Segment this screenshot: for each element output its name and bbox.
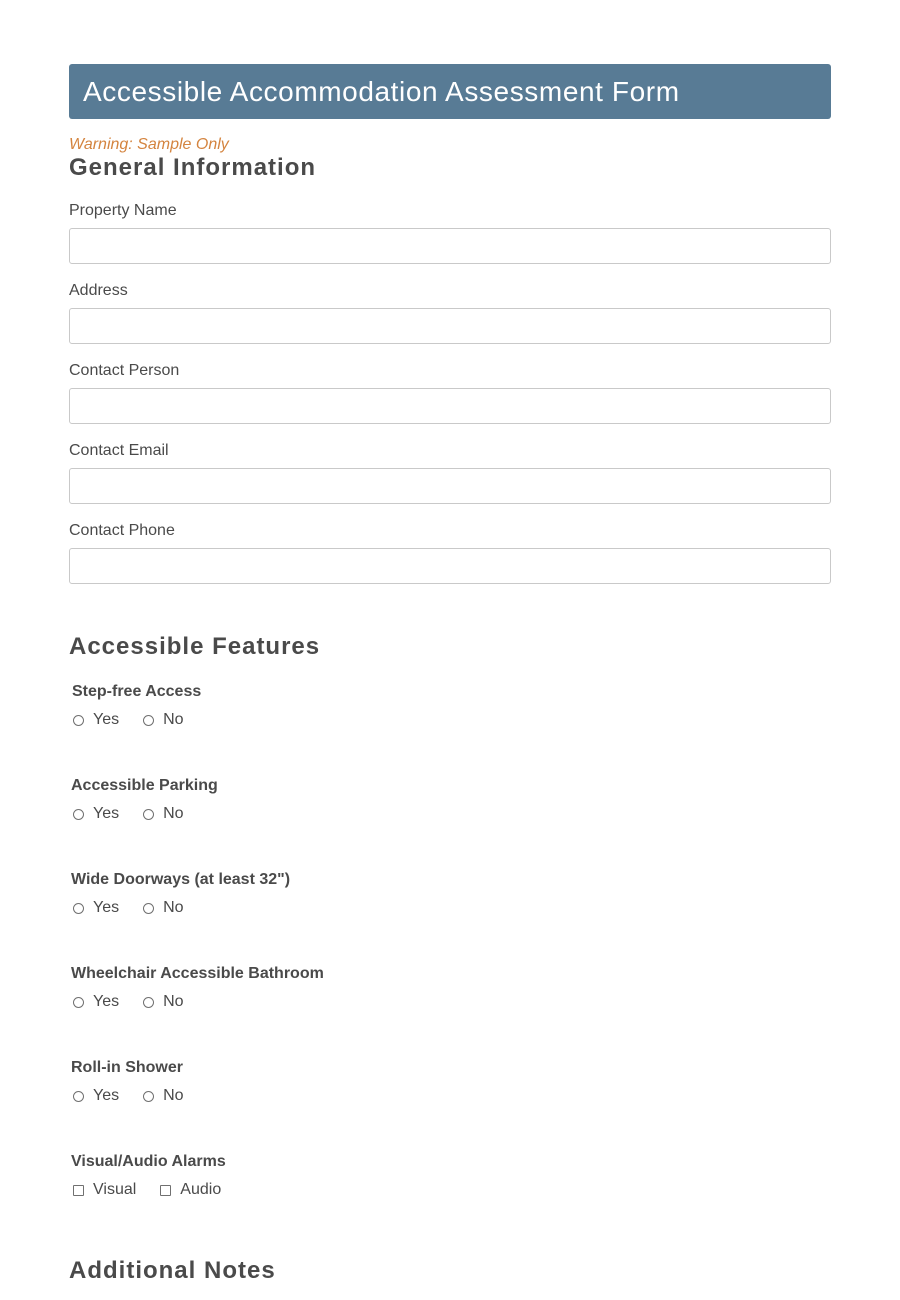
wide-doorways-no-radio[interactable] (143, 903, 154, 914)
address-label: Address (69, 282, 128, 299)
audio-alarm-option[interactable] (160, 1181, 221, 1199)
accessible-parking-options (73, 803, 208, 825)
step-free-access-no-option[interactable] (143, 711, 183, 729)
wide-doorways-yes-option[interactable] (73, 899, 119, 917)
option-label: No (163, 805, 184, 822)
visual-alarm-checkbox[interactable] (73, 1185, 84, 1196)
wide-doorways-no-option[interactable] (143, 899, 183, 917)
section-heading-accessible-features: Accessible Features (69, 633, 321, 660)
property-name-label: Property Name (69, 202, 177, 219)
roll-in-shower-options (73, 1085, 208, 1107)
accessible-parking-no-option[interactable] (143, 805, 183, 823)
address-input[interactable] (69, 308, 831, 344)
contact-phone-input[interactable] (69, 548, 831, 584)
property-name-input[interactable] (69, 228, 831, 264)
step-free-access-yes-radio[interactable] (73, 715, 84, 726)
accessible-parking-label: Accessible Parking (71, 777, 218, 794)
visual-audio-alarms-label: Visual/Audio Alarms (71, 1153, 226, 1170)
section-heading-additional-notes: Additional Notes (69, 1257, 276, 1284)
wheelchair-bathroom-options (73, 991, 208, 1013)
option-label: No (163, 1087, 184, 1104)
step-free-access-yes-option[interactable] (73, 711, 119, 729)
wheelchair-bathroom-no-radio[interactable] (143, 997, 154, 1008)
wheelchair-bathroom-yes-option[interactable] (73, 993, 119, 1011)
option-label: Yes (93, 1087, 120, 1104)
form-header-bar (69, 64, 831, 119)
contact-person-label: Contact Person (69, 362, 180, 379)
wheelchair-bathroom-label: Wheelchair Accessible Bathroom (71, 965, 324, 982)
option-label: Yes (93, 711, 120, 728)
contact-phone-label: Contact Phone (69, 522, 175, 539)
option-label: Audio (180, 1181, 222, 1198)
contact-person-input[interactable] (69, 388, 831, 424)
roll-in-shower-no-radio[interactable] (143, 1091, 154, 1102)
step-free-access-options (73, 709, 208, 731)
form-title: Accessible Accommodation Assessment Form (83, 75, 680, 107)
wide-doorways-yes-radio[interactable] (73, 903, 84, 914)
visual-alarm-option[interactable] (73, 1181, 136, 1199)
accessible-parking-yes-radio[interactable] (73, 809, 84, 820)
accessible-parking-yes-option[interactable] (73, 805, 119, 823)
wheelchair-bathroom-yes-radio[interactable] (73, 997, 84, 1008)
audio-alarm-checkbox[interactable] (160, 1185, 171, 1196)
option-label: Yes (93, 899, 120, 916)
option-label: No (163, 711, 184, 728)
visual-audio-alarms-options (73, 1179, 245, 1201)
option-label: No (163, 899, 184, 916)
wide-doorways-label: Wide Doorways (at least 32") (71, 871, 291, 888)
accessible-parking-no-radio[interactable] (143, 809, 154, 820)
option-label: Visual (93, 1181, 137, 1198)
contact-email-label: Contact Email (69, 442, 169, 459)
option-label: No (163, 993, 184, 1010)
step-free-access-label: Step-free Access (72, 683, 202, 700)
step-free-access-no-radio[interactable] (143, 715, 154, 726)
contact-email-input[interactable] (69, 468, 831, 504)
section-heading-general-information: General Information (69, 154, 317, 181)
wheelchair-bathroom-no-option[interactable] (143, 993, 183, 1011)
roll-in-shower-yes-radio[interactable] (73, 1091, 84, 1102)
roll-in-shower-no-option[interactable] (143, 1087, 183, 1105)
wide-doorways-options (73, 897, 208, 919)
roll-in-shower-label: Roll-in Shower (71, 1059, 183, 1076)
roll-in-shower-yes-option[interactable] (73, 1087, 119, 1105)
option-label: Yes (93, 993, 120, 1010)
sample-warning: Warning: Sample Only (69, 136, 229, 153)
option-label: Yes (93, 805, 120, 822)
